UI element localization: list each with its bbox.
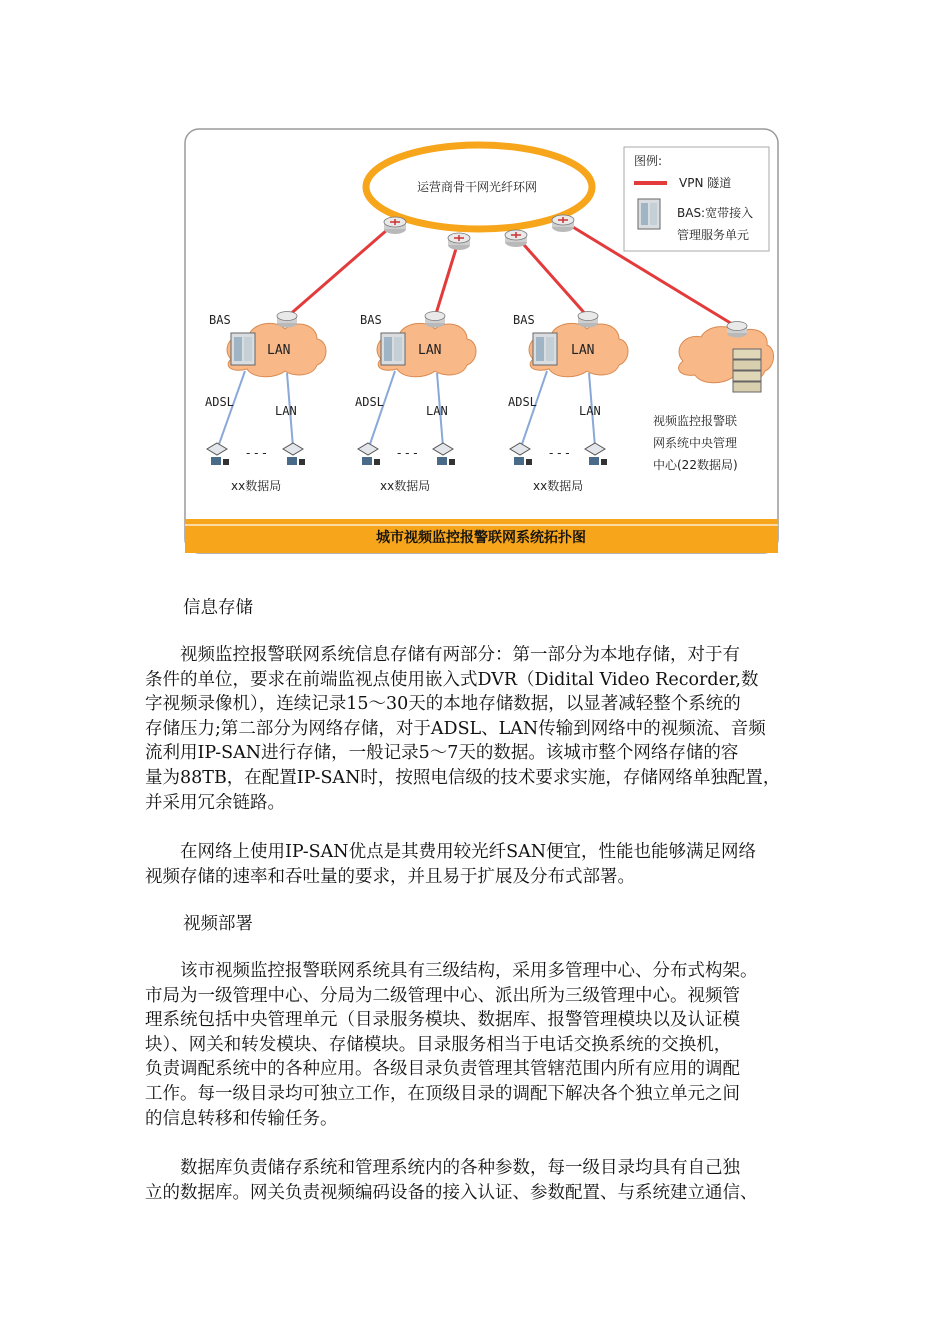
text-line: 视频监控报警联网系统信息存储有两部分：第一部分为本地存储，对于有 (145, 645, 740, 665)
text-line: 在网络上使用IP-SAN优点是其费用较光纤SAN便宜，性能也能够满足网络 (145, 842, 757, 862)
bas-server-icon (638, 199, 660, 229)
router-icon (277, 312, 297, 328)
topology-svg (183, 127, 780, 555)
bas-label: BAS (513, 313, 535, 327)
legend-title: 图例: (634, 154, 663, 168)
lan-label: LAN (267, 343, 291, 358)
center-label-line1: 视频监控报警联 (653, 414, 738, 428)
router-icon (552, 215, 574, 232)
text-line: 的信息转移和传输任务。 (145, 1108, 338, 1129)
office-label: xx数据局 (231, 479, 282, 493)
section-heading-deployment: 视频部署 (183, 914, 253, 934)
text-line: 视频存储的速率和吞吐量的要求，并且易于扩展及分布式部署。 (145, 866, 635, 887)
text-line: 量为88TB，在配置IP-SAN时，按照电信级的技术要求实施，存储网络单独配置， (145, 767, 781, 788)
paragraph-storage-2 (145, 840, 820, 889)
bas-server-icon (231, 333, 255, 365)
office-label: xx数据局 (533, 479, 584, 493)
bas-label: BAS (360, 313, 382, 327)
paragraph-storage-1 (145, 643, 820, 815)
lan-label: LAN (571, 343, 595, 358)
adsl-label: ADSL (205, 395, 234, 409)
text-line: 该市视频监控报警联网系统具有三级结构，采用多管理中心、分布式构架。 (145, 961, 758, 981)
ellipsis: - - - (246, 446, 267, 460)
router-icon (448, 233, 470, 250)
legend-bas-line1: BAS:宽带接入 (677, 206, 754, 220)
text-line: 存储压力;第二部分为网络存储，对于ADSL、LAN传输到网络中的视频流、音频 (145, 718, 766, 739)
bas-server-icon (533, 333, 557, 365)
text-line: 市局为一级管理中心、分局为二级管理中心、派出所为三级管理中心。视频管 (145, 985, 740, 1006)
center-label-line3: 中心(22数据局) (653, 458, 738, 472)
section-heading-storage: 信息存储 (183, 598, 253, 618)
storage-server-icon (733, 349, 761, 392)
lan2-label: LAN (426, 404, 448, 418)
text-line: 并采用冗余链路。 (145, 792, 285, 813)
text-line: 理系统包括中央管理单元（目录服务模块、数据库、报警管理模块以及认证模 (145, 1010, 740, 1031)
diagram-caption: 城市视频监控报警联网系统拓扑图 (376, 530, 586, 546)
legend-vpn-label: VPN 隧道 (679, 176, 732, 190)
text-line: 立的数据库。网关负责视频编码设备的接入认证、参数配置、与系统建立通信、 (145, 1182, 758, 1203)
bas-label: BAS (209, 313, 231, 327)
text-line: 负责调配系统中的各种应用。各级目录负责管理其管辖范围内所有应用的调配 (145, 1059, 740, 1080)
router-icon (727, 322, 747, 338)
text-line: 数据库负责储存系统和管理系统内的各种参数，每一级目录均具有自己独 (145, 1158, 740, 1178)
router-icon (425, 312, 445, 328)
adsl-label: ADSL (355, 395, 384, 409)
text-line: 字视频录像机），连续记录15～30天的本地存储数据，以显著减轻整个系统的 (145, 694, 741, 715)
backbone-label: 运营商骨干网光纤环网 (416, 180, 538, 194)
router-icon (578, 312, 598, 328)
adsl-label: ADSL (508, 395, 537, 409)
router-icon (505, 230, 527, 247)
text-line: 条件的单位，要求在前端监视点使用嵌入式DVR（Didital Video Recorder,数 (145, 669, 759, 690)
lan-label: LAN (418, 343, 442, 358)
legend (624, 147, 769, 251)
paragraph-deployment-1 (145, 959, 820, 1131)
text-line: 流利用IP-SAN进行存储，一般记录5～7天的数据。该城市整个网络存储的容 (145, 743, 739, 764)
text-line: 块）、网关和转发模块、存储模块。目录服务相当于电话交换系统的交换机， (145, 1034, 732, 1055)
lan2-label: LAN (579, 404, 601, 418)
center-label-line2: 网系统中央管理 (653, 436, 738, 450)
ellipsis: - - - (397, 446, 418, 460)
paragraph-deployment-2 (145, 1156, 820, 1205)
lan2-label: LAN (275, 404, 297, 418)
office-label: xx数据局 (380, 479, 431, 493)
router-icon (384, 217, 406, 234)
bas-server-icon (381, 333, 405, 365)
ellipsis: - - - (549, 446, 570, 460)
text-line: 工作。每一级目录均可独立工作，在顶级目录的调配下解决各个独立单元之间 (145, 1083, 740, 1104)
legend-bas-line2: 管理服务单元 (677, 228, 750, 242)
network-topology-diagram (183, 127, 780, 555)
